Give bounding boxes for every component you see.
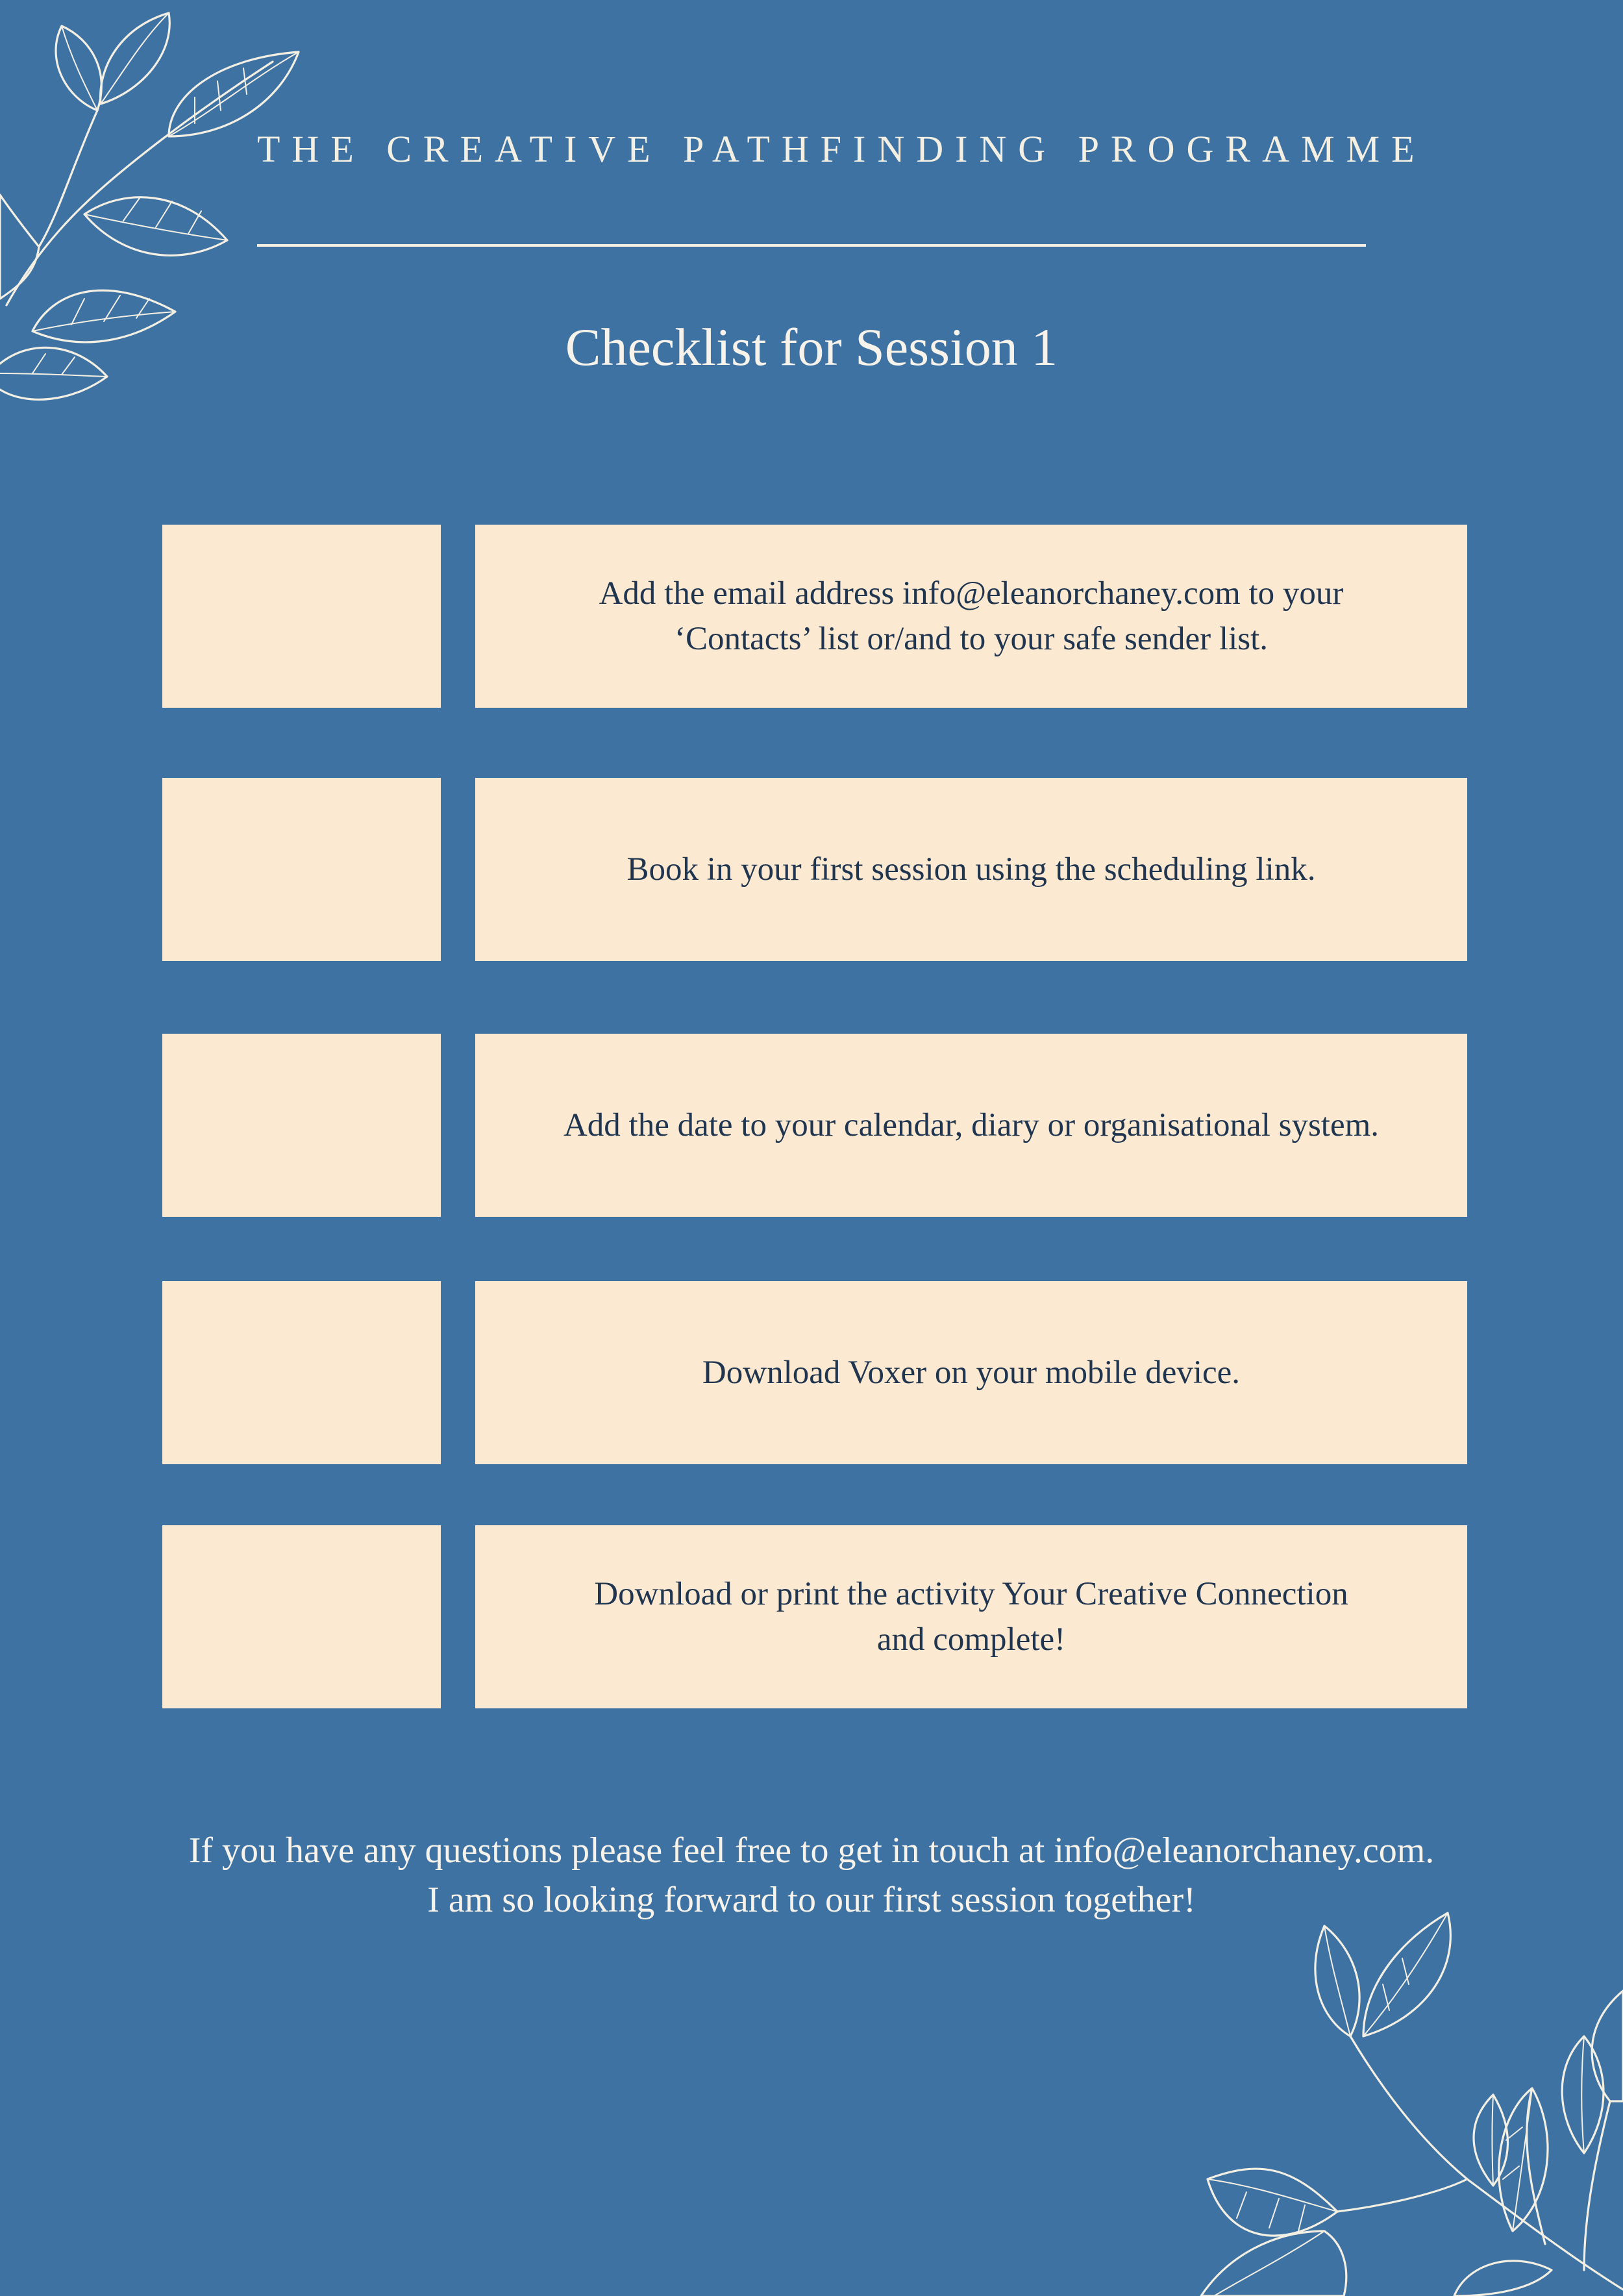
task-card	[475, 1525, 1467, 1708]
checklist-item	[162, 778, 1467, 961]
title-divider	[257, 244, 1366, 247]
checklist-item	[162, 1281, 1467, 1464]
programme-title: THE CREATIVE PATHFINDING PROGRAMME	[257, 128, 1426, 170]
task-card	[475, 778, 1467, 961]
checklist-item	[162, 1034, 1467, 1217]
checklist-checkbox[interactable]	[162, 1525, 441, 1708]
task-text: Download Voxer on your mobile device.	[702, 1354, 1241, 1391]
checklist-item	[162, 1525, 1467, 1708]
task-text: Book in your first session using the scheduling link.	[626, 851, 1316, 888]
checklist-item	[162, 525, 1467, 708]
footer-note	[0, 1826, 1623, 1925]
checklist-checkbox[interactable]	[162, 778, 441, 961]
checklist-checkbox[interactable]	[162, 1034, 441, 1217]
checklist-checkbox[interactable]	[162, 1281, 441, 1464]
task-card	[475, 1034, 1467, 1217]
leaf-branch-icon	[1130, 1906, 1623, 2296]
page-title: Checklist for Session 1	[565, 318, 1058, 377]
task-text: Download or print the activity Your Creative Connection and complete!	[594, 1576, 1348, 1658]
task-text: Add the date to your calendar, diary or organisational system.	[563, 1107, 1380, 1143]
checklist-checkbox[interactable]	[162, 525, 441, 708]
task-text: Add the email address info@eleanorchaney.com to your ‘Contacts’ list or/and to your safe sender list.	[599, 575, 1344, 657]
footer-line-contact: If you have any questions please feel free to get in touch at info@eleanorchaney.com.	[188, 1830, 1435, 1871]
task-card	[475, 525, 1467, 708]
footer-line-closing: I am so looking forward to our first session together!	[427, 1880, 1196, 1920]
task-card	[475, 1281, 1467, 1464]
